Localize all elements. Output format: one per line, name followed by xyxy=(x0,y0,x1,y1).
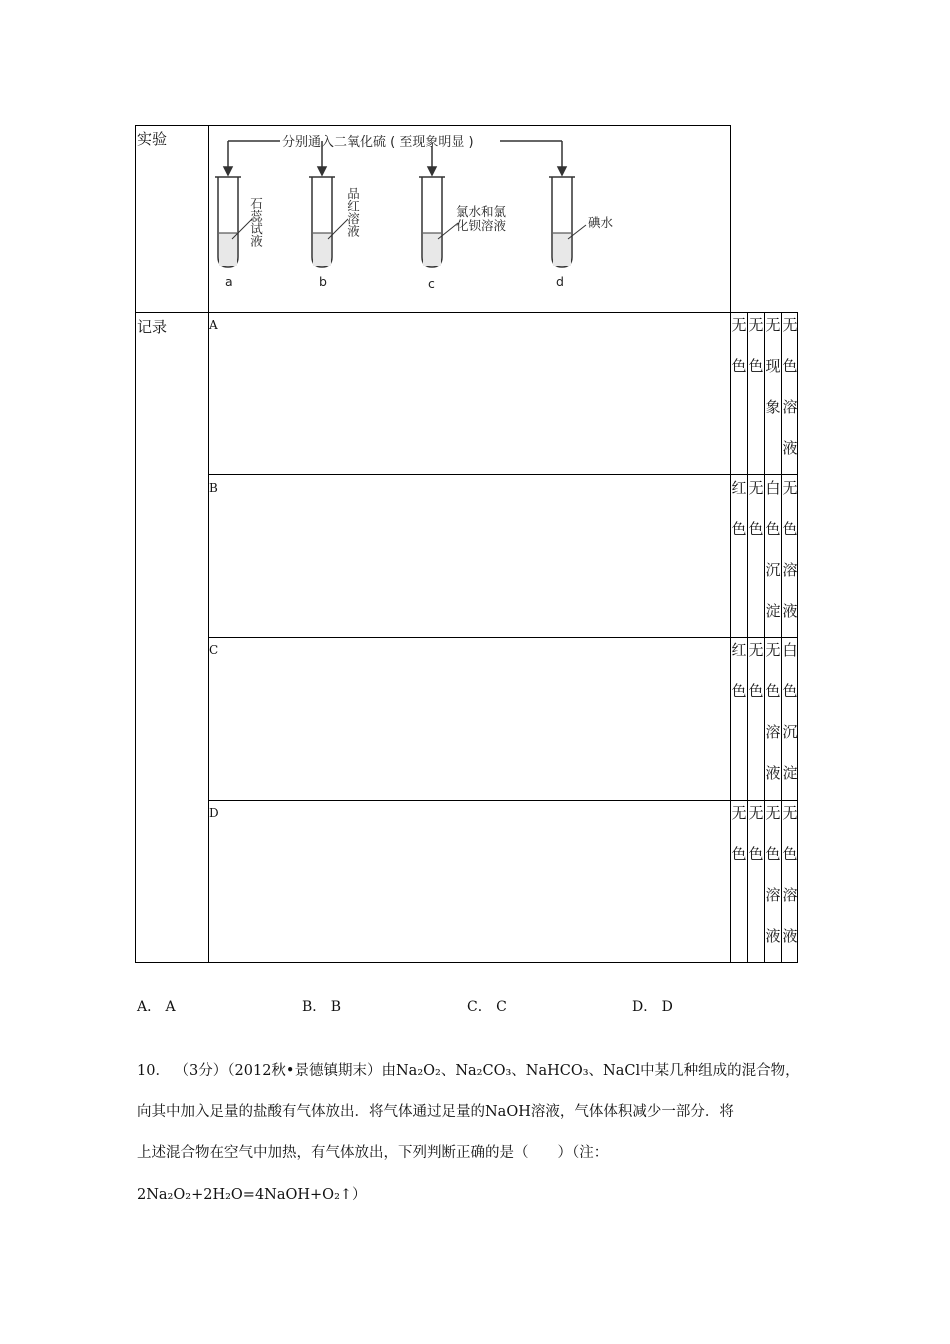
row-d-col-2: 无 色 xyxy=(748,804,764,863)
option-d[interactable]: D． D xyxy=(632,999,673,1015)
row-c-col-4: 白 色 沉 淀 xyxy=(782,641,798,782)
tube-b-label: 品红溶液 xyxy=(345,187,361,237)
experiment-diagram xyxy=(210,127,728,311)
row-letter-b: B xyxy=(209,481,218,495)
question-line-4: 2Na₂O₂+2H₂O=4NaOH+O₂↑） xyxy=(137,1187,367,1203)
table-line xyxy=(208,125,209,963)
question-line-2: 向其中加入足量的盐酸有气体放出．将气体通过足量的NaOH溶液，气体体积减少一部分．将 xyxy=(137,1104,734,1120)
tube-b-letter: b xyxy=(319,274,327,289)
row-a-col-2: 无 色 xyxy=(748,316,764,375)
tube-c-label-1: 氯水和氯 xyxy=(456,204,507,219)
tube-c-label-2: 化钡溶液 xyxy=(456,218,507,233)
row-d-col-4: 无 色 溶 液 xyxy=(782,804,798,945)
row-b-col-4: 无 色 溶 液 xyxy=(782,479,798,620)
experiment-label: 实验 xyxy=(137,130,168,148)
row-letter-c: C xyxy=(209,643,219,657)
tube-d-letter: d xyxy=(556,274,564,289)
tube-d-label: 碘水 xyxy=(588,215,614,230)
table-line xyxy=(208,800,798,801)
question-line-1: 10． （3分）（2012秋•景德镇期末）由Na₂O₂、Na₂CO₃、NaHCO₃、NaCl中某几种组成的混合物， xyxy=(137,1063,800,1079)
table-line xyxy=(135,312,731,313)
row-letter-d: D xyxy=(209,806,219,820)
record-label: 记录 xyxy=(137,318,168,336)
row-b-col-1: 红 色 xyxy=(731,479,747,538)
row-b-col-3: 白 色 沉 淀 xyxy=(765,479,781,620)
row-c-col-2: 无 色 xyxy=(748,641,764,700)
table-line xyxy=(208,474,798,475)
table-line xyxy=(208,637,798,638)
row-letter-a: A xyxy=(209,318,218,332)
row-c-col-1: 红 色 xyxy=(731,641,747,700)
row-a-col-4: 无 色 溶 液 xyxy=(782,316,798,457)
tube-a-label: 石蕊试液 xyxy=(248,197,264,247)
row-b-col-2: 无 色 xyxy=(748,479,764,538)
option-b[interactable]: B． B xyxy=(302,999,342,1015)
tube-c-letter: c xyxy=(428,276,435,291)
table-line xyxy=(135,125,136,963)
diagram-title: 分别通入二氧化硫 ( 至现象明显 ) xyxy=(282,135,474,150)
option-a[interactable]: A． A xyxy=(137,999,176,1015)
row-d-col-3: 无 色 溶 液 xyxy=(765,804,781,945)
table-line xyxy=(135,125,731,126)
tube-a-letter: a xyxy=(225,274,233,289)
table-line xyxy=(135,962,798,963)
row-a-col-3: 无 现 象 xyxy=(765,316,781,416)
row-d-col-1: 无 色 xyxy=(731,804,747,863)
row-c-col-3: 无 色 溶 液 xyxy=(765,641,781,782)
question-line-3: 上述混合物在空气中加热，有气体放出，下列判断正确的是（ ）（注： xyxy=(137,1145,609,1161)
option-c[interactable]: C． C xyxy=(467,999,507,1015)
row-a-col-1: 无 色 xyxy=(731,316,747,375)
